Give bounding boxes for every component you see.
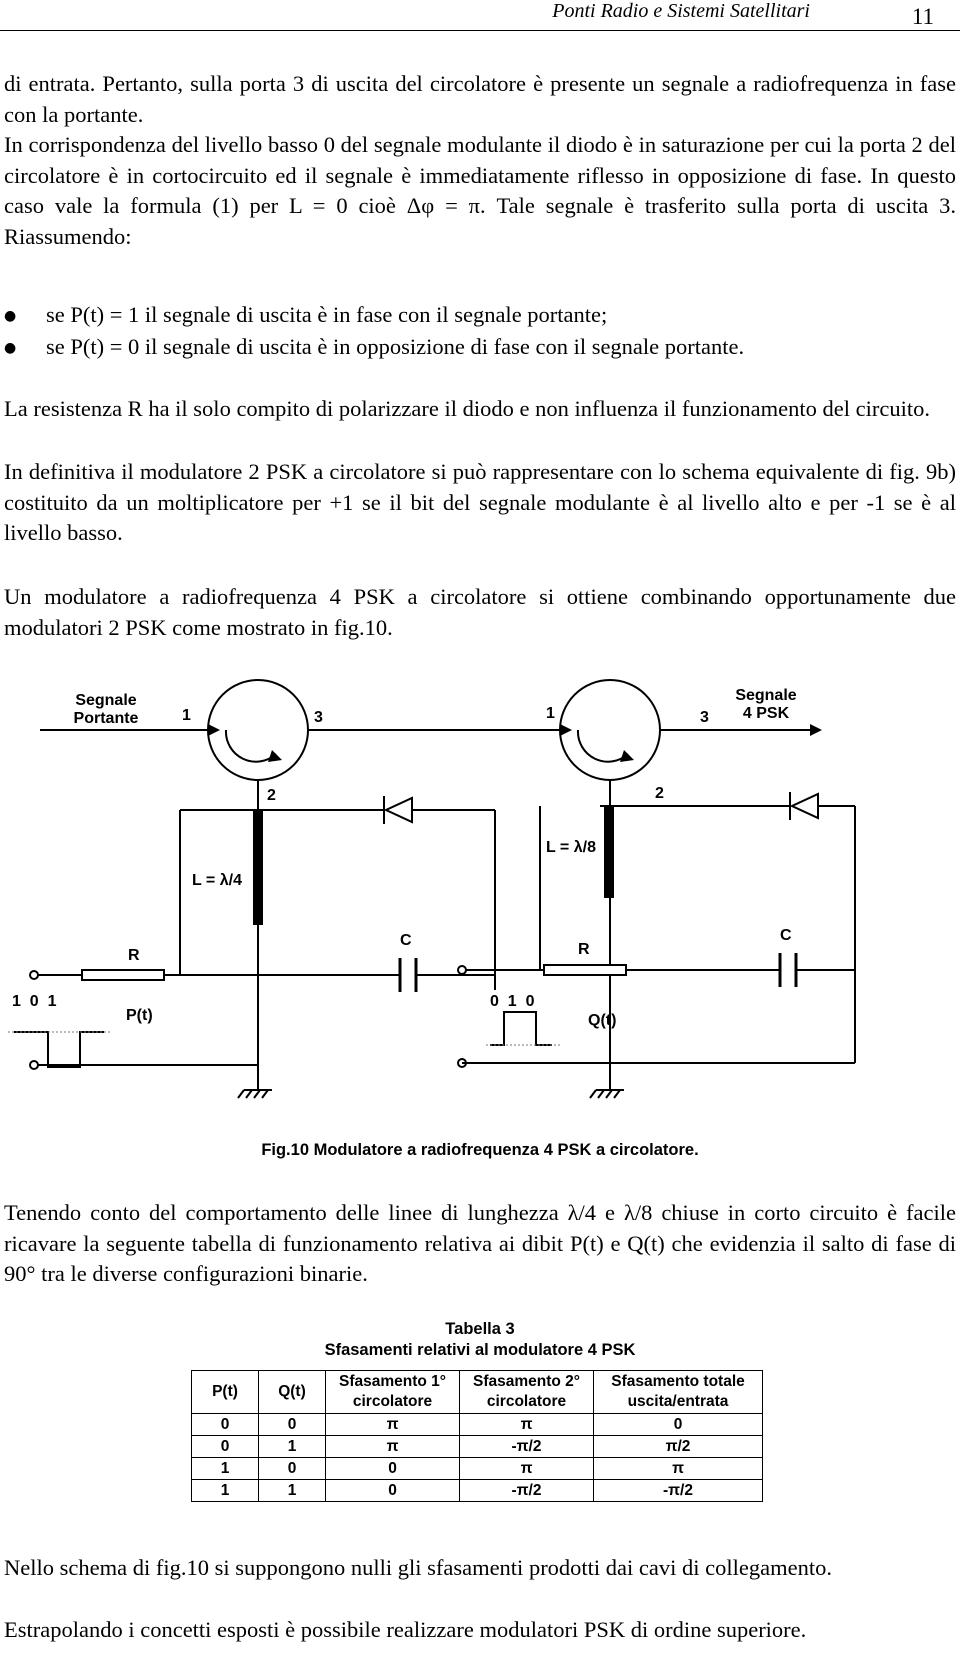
table-cell: π [326,1436,460,1458]
table-header-cell: Sfasamento 1° circolatore [326,1371,460,1414]
table-cell: 0 [326,1480,460,1502]
resistor-label-2: R [578,941,590,958]
bits-p: 1 0 1 [12,993,57,1010]
table-cell: 0 [259,1414,326,1436]
table-header-cell: P(t) [192,1371,259,1414]
capacitor-label-2: C [780,927,792,944]
circ2-port1: 1 [546,705,555,722]
table-cell: 1 [259,1436,326,1458]
table-cell: π [326,1414,460,1436]
fig10-diagram [0,670,960,1140]
page-number: 11 [911,4,934,29]
paragraph-3: La resistenza R ha il solo compito di polarizzare il diodo e non influenza il funzionamento del circuito. [4,396,930,421]
paragraph-8: Estrapolando i concetti esposti è possibile realizzare modulatori PSK di ordine superiore. [4,1617,807,1642]
circ2-port2: 2 [655,785,664,802]
circ1-port1: 1 [182,707,191,724]
table-cell: 1 [192,1458,259,1480]
phase-table [191,1370,763,1502]
table-row [192,1480,763,1502]
paragraph-4: In definitiva il modulatore 2 PSK a circolatore si può rappresentare con lo schema equivalente di fig. 9b) costituito da un moltiplicatore per +1 se il bit del segnale modulante è al livello alto e per -1 se è al livello basso. [4,459,956,545]
table-row [192,1414,763,1436]
header-rule [0,30,960,31]
bullet-item-1: ● se P(t) = 1 il segnale di uscita è in fase con il segnale portante; [4,300,607,331]
page-header [0,0,960,34]
table-cell: -π/2 [460,1480,594,1502]
input-label-line2: Portante [73,710,139,727]
input-label-line1: Segnale [75,692,137,709]
bullet-item-2: ● se P(t) = 0 il segnale di uscita è in opposizione di fase con il segnale portante. [4,332,744,363]
table-cell: -π/2 [460,1436,594,1458]
bullet-icon: ● [4,340,17,356]
table-cell: π [460,1458,594,1480]
signal-p-label: P(t) [126,1007,153,1024]
table-row [192,1436,763,1458]
paragraph-6: Tenendo conto del comportamento delle linee di lunghezza λ/4 e λ/8 chiuse in corto circuito è facile ricavare la seguente tabella di funzionamento relativa ai dibit P(t) e Q(t) che evidenzia il salto di fase di 90° tra le diverse configurazioni binarie. [4,1200,956,1286]
table-cell: 0 [192,1414,259,1436]
resistor-label-1: R [128,947,140,964]
bullet-icon: ● [4,308,17,324]
paragraph-7: Nello schema di fig.10 si suppongono nulli gli sfasamenti prodotti dai cavi di collegamento. [4,1555,832,1580]
table-header-cell: Q(t) [259,1371,326,1414]
output-label-line2: 4 PSK [742,705,790,722]
table-cell: 1 [259,1480,326,1502]
table-header-cell: Sfasamento totale uscita/entrata [594,1371,763,1414]
table-cell: π [460,1414,594,1436]
table-header-cell: Sfasamento 2° circolatore [460,1371,594,1414]
line-label-lambda8: L = λ/8 [546,839,596,856]
table-cell: π/2 [594,1436,763,1458]
bits-q: 0 1 0 [490,993,535,1010]
table-cell: 0 [259,1458,326,1480]
circ2-port3: 3 [700,709,709,726]
capacitor-label-1: C [400,932,412,949]
table-cell: 0 [594,1414,763,1436]
paragraph-2: In corrispondenza del livello basso 0 del segnale modulante il diodo è in saturazione per cui la porta 2 del circolatore è in cortocircuito ed il segnale è immediatamente riflesso in opposizione di fase. In questo caso vale la formula (1) per L = 0 cioè Δφ = π. Tale segnale è trasferito sulla porta di uscita 3. Riassumendo: [4,132,956,249]
paragraph-5: Un modulatore a radiofrequenza 4 PSK a circolatore si ottiene combinando opportunamente due modulatori 2 PSK come mostrato in fig.10. [4,584,956,640]
table-subtitle: Sfasamenti relativi al modulatore 4 PSK [324,1341,636,1359]
line-label-lambda4: L = λ/4 [192,872,242,889]
paragraph-1: di entrata. Pertanto, sulla porta 3 di uscita del circolatore è presente un segnale a radiofrequenza in fase con la portante. [4,71,956,127]
running-title: Ponti Radio e Sistemi Satellitari [552,0,810,22]
table-row [192,1458,763,1480]
figure-caption: Fig.10 Modulatore a radiofrequenza 4 PSK a circolatore. [261,1141,699,1159]
table-cell: 0 [326,1458,460,1480]
table-cell: 0 [192,1436,259,1458]
table-header-row [192,1371,763,1414]
signal-q-label: Q(t) [588,1012,617,1029]
table-cell: π [594,1458,763,1480]
table-title: Tabella 3 [445,1320,515,1338]
table-cell: -π/2 [594,1480,763,1502]
circ1-port2: 2 [267,787,276,804]
circ1-port3: 3 [314,709,323,726]
output-label-line1: Segnale [735,687,797,704]
table-cell: 1 [192,1480,259,1502]
